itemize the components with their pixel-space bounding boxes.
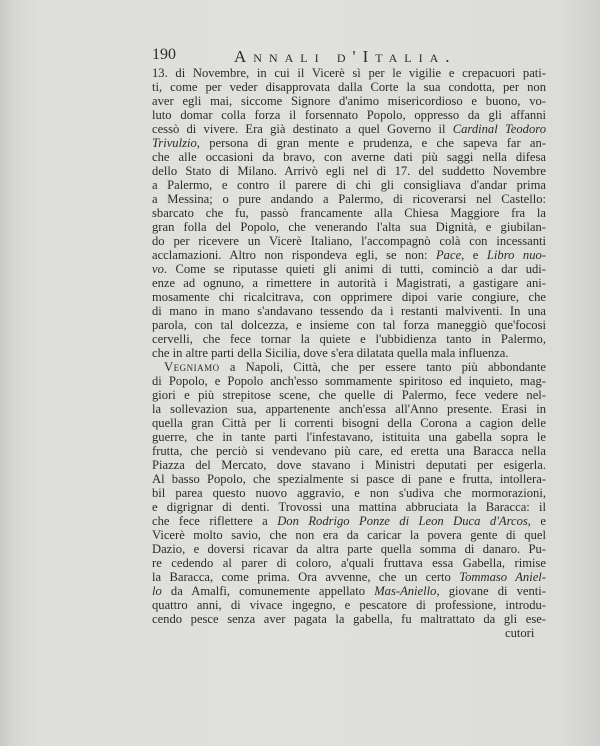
text-segment: guerre, che in tante parti l'infestavano, istituita una gabella sopra le (152, 430, 546, 444)
text-line (152, 94, 546, 108)
text-line (152, 304, 546, 318)
text-segment: , e (527, 514, 546, 528)
text-segment: luto domar colla forza il forsennato Popolo, oppresso da gli affanni (152, 108, 546, 122)
text-segment: frutta, che perciò si vendevano più care, ed eretta una Baracca nella (152, 444, 546, 458)
text-line (164, 360, 546, 374)
text-line (152, 276, 546, 290)
italic-text: Tommaso Aniel- (459, 570, 546, 584)
running-title: Annali d'Italia. (234, 47, 457, 66)
text-line (152, 318, 546, 332)
text-segment: la sollevazion sua, appartenente anch'essa all'Anno presente. Erasi in (152, 402, 546, 416)
text-line (152, 248, 546, 262)
text-segment: cendo pesce senza aver pagata la gabella, fu maltrattato da gli ese- (152, 612, 546, 626)
text-segment: 13. di Novembre, in cui il Vicerè sì per le vigilie e crepacuori pati- (152, 66, 546, 80)
running-header (152, 46, 546, 66)
text-segment: enze ad ognuno, a rimettere in autorità i Magistrati, a gastigare ani- (152, 276, 546, 290)
text-segment: che fece riflettere a (152, 514, 278, 528)
text-line (152, 150, 546, 164)
text-segment: aver egli mai, siccome Signore d'animo misericordioso e buono, vo- (152, 94, 546, 108)
text-segment: do per ricevere un Vicerè Italiano, l'accompagnò colà con incessanti (152, 234, 546, 248)
text-line (152, 430, 546, 444)
text-segment: . Come se riputasse quieti gli animi di tutti, cominciò a dar udi- (163, 262, 546, 276)
text-line (152, 612, 546, 626)
text-line (152, 486, 546, 500)
text-segment: Al basso Popolo, che spezialmente si pasce di pane e frutta, intollera- (152, 472, 546, 486)
text-line (152, 528, 546, 542)
text-line (152, 332, 546, 346)
text-line (152, 66, 546, 80)
italic-text: Mas-Aniello (374, 584, 437, 598)
text-line (152, 234, 546, 248)
text-line (152, 570, 546, 584)
text-line (152, 192, 546, 206)
text-segment: a Palermo, e contro il parere di chi gli consigliava d'andar prima (152, 178, 546, 192)
text-line (152, 402, 546, 416)
text-segment: da Amalfi, comunemente appellato (161, 584, 375, 598)
text-line (152, 346, 546, 360)
text-segment: , e (461, 248, 487, 262)
text-line (152, 500, 546, 514)
italic-text: Don Rodrigo Ponze di Leon Duca d'Arcos (277, 514, 528, 528)
text-segment: parola, con tal dolcezza, e insieme con tal forza maneggiò que'focosi (152, 318, 546, 332)
text-line (152, 136, 546, 150)
text-line (152, 108, 546, 122)
text-line (152, 444, 546, 458)
text-line (152, 584, 546, 598)
text-segment: ti, come per veder disapprovata dalla Corte la sua condotta, per non (152, 80, 546, 94)
italic-text: lo (152, 584, 162, 598)
italic-text: Trivulzio (152, 136, 197, 150)
page-number: 190 (152, 46, 176, 63)
text-line (152, 458, 546, 472)
text-segment: di Popolo, e Popolo anch'esso sommamente spiritoso ed inquieto, mag- (152, 374, 546, 388)
italic-text: Cardinal Teodoro (452, 122, 546, 136)
text-segment: a Napoli, Città, che per essere tanto più abbondante (219, 360, 546, 374)
text-line (152, 164, 546, 178)
italic-text: Libro nuo- (486, 248, 546, 262)
text-segment: Piazza del Mercato, dove stavano i Ministri deputati per esigerla. (152, 458, 546, 472)
text-segment: la Baracca, come prima. Ora avvenne, che un certo (152, 570, 460, 584)
text-line (152, 514, 546, 528)
text-line (152, 122, 546, 136)
text-line (152, 374, 546, 388)
text-segment: Vicerè molto savio, che non era da caricar la povera gente di quel (152, 528, 546, 542)
text-segment: acclamazioni. Altro non rispondeva egli, se non: (152, 248, 436, 262)
text-line (152, 220, 546, 234)
text-segment: che in altre parti della Sicilia, dove s'era dilatata quella mala influenza. (152, 346, 509, 360)
text-segment: bil parea questo nuovo aggravio, e non s'udiva che mormorazioni, (152, 486, 546, 500)
catchword: cutori (505, 626, 535, 640)
text-line (152, 178, 546, 192)
text-line (152, 206, 546, 220)
text-line (152, 290, 546, 304)
text-segment: mosamente chi ricalcitrava, con opprimere dipoi varie congiure, che (152, 290, 546, 304)
text-segment: , giovane di venti- (436, 584, 546, 598)
text-line (152, 472, 546, 486)
text-segment: giori e più strepitose scene, che quelle di Palermo, fece vedere nel- (152, 388, 546, 402)
text-line (152, 388, 546, 402)
text-segment: cessò di vivere. Era già destinato a quel Governo il (152, 122, 453, 136)
text-segment: dello Stato di Milano. Arrivò egli nel dì 17. del suddetto Novembre (152, 164, 546, 178)
text-segment: a Messina; o pure andando a Palermo, di ricoverarsi nel Castello: (152, 192, 546, 206)
text-segment: , persona di gran mente e prudenza, e che sapeva far an- (196, 136, 546, 150)
italic-text: Pace (435, 248, 462, 262)
text-segment: Vegniamo (164, 360, 220, 374)
text-line (152, 80, 546, 94)
text-line (152, 262, 546, 276)
italic-text: vo (152, 262, 164, 276)
text-line (152, 556, 546, 570)
text-line (152, 598, 546, 612)
text-segment: quattro anni, di vivace ingegno, e pescatore di professione, introdu- (152, 598, 546, 612)
text-segment: sbarcato che fu, passò francamente alla Chiesa Maggiore fra la (152, 206, 546, 220)
text-segment: Dazio, e doversi ricavar da altra parte quella somma di danaro. Pu- (152, 542, 546, 556)
text-segment: gran folla del Popolo, che venerando l'alta sua Dignità, e giubilan- (152, 220, 546, 234)
text-segment: e digrignar di denti. Trovossi una mattina abbruciata la Baracca: il (152, 500, 546, 514)
text-segment: re cedendo al parer di coloro, a'quali fruttava essa Gabella, rimise (152, 556, 546, 570)
text-segment: di mano in mano s'andavano tessendo da i restanti malviventi. In una (152, 304, 546, 318)
text-segment: quella gran Città per li correnti bisogni della Corona a cagion delle (152, 416, 546, 430)
text-line (152, 416, 546, 430)
text-line (152, 542, 546, 556)
text-segment: che alle occasioni da bravo, con averne dati più saggi nella difesa (152, 150, 546, 164)
text-segment: cervelli, che fece tornar la quiete e l'ubbidienza tanto in Palermo, (152, 332, 546, 346)
